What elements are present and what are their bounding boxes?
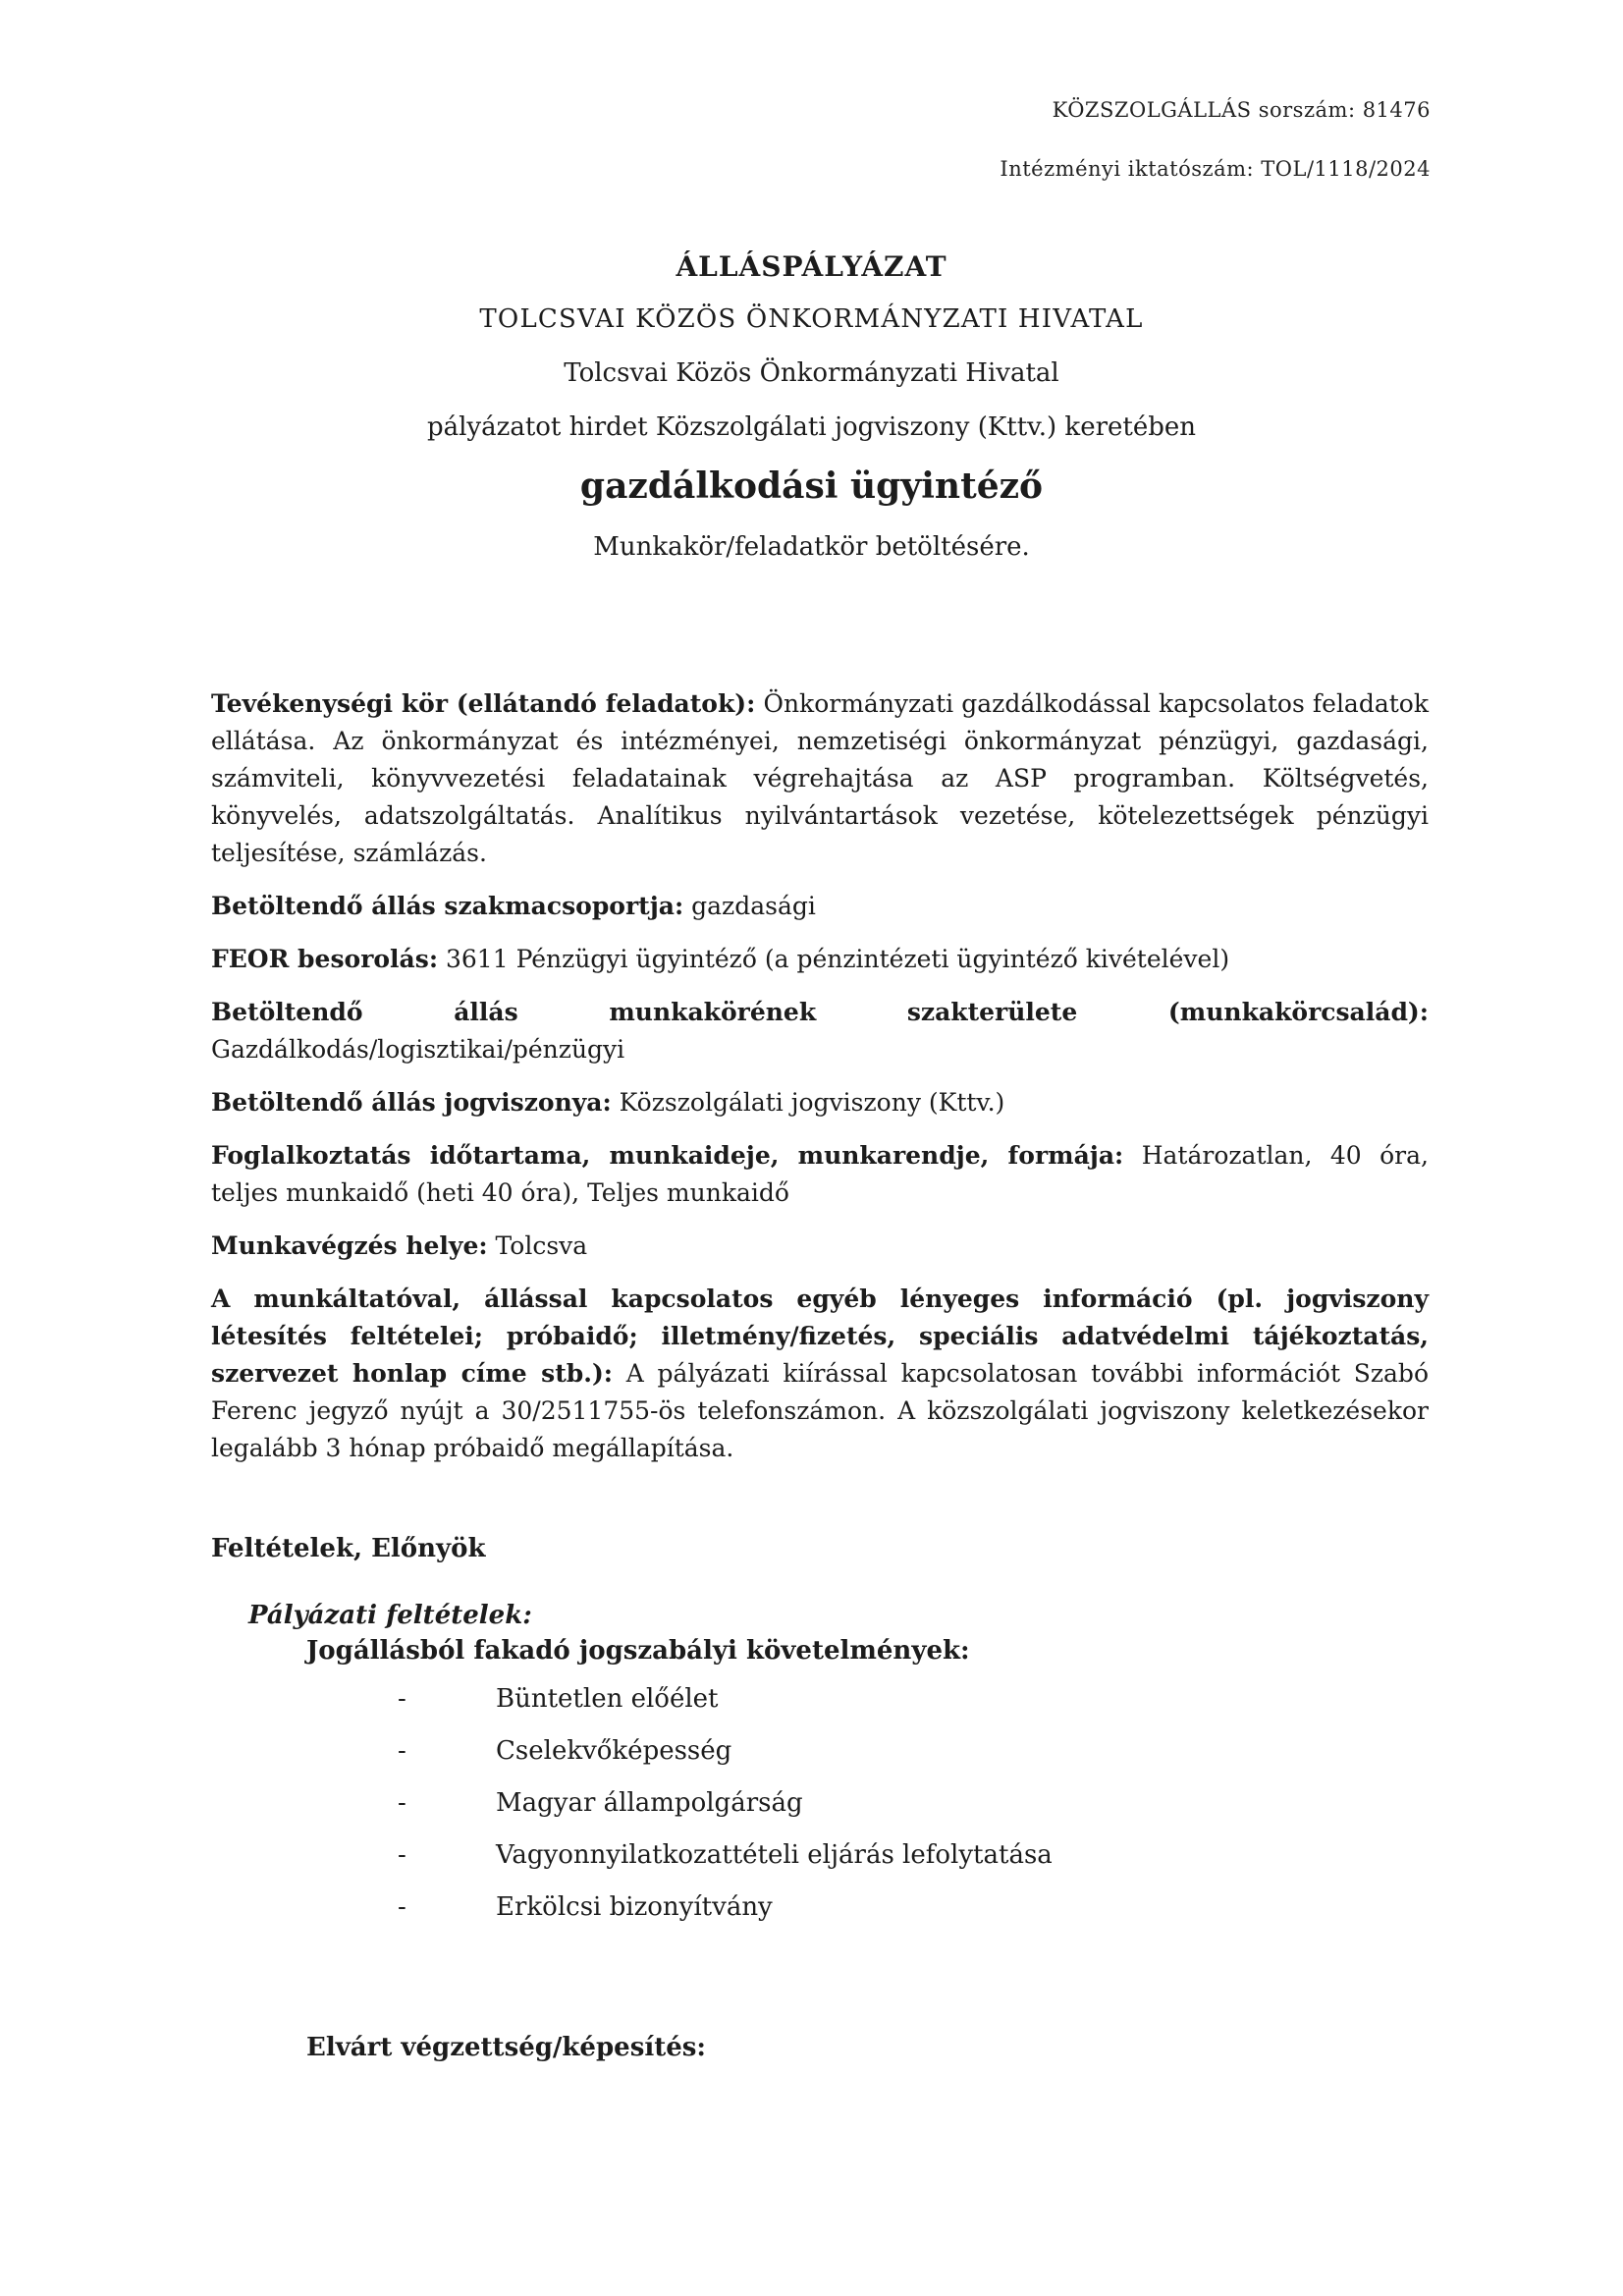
- section-employment: [211, 1137, 1429, 1212]
- section-profession-group: [211, 888, 1429, 925]
- section-job-family: [211, 994, 1429, 1068]
- section-text: Közszolgálati jogviszony (Kttv.): [611, 1088, 1005, 1117]
- fill-line: Munkakör/feladatkör betöltésére.: [593, 532, 1030, 562]
- section-workplace: [211, 1228, 1429, 1265]
- section-label: Betöltendő állás szakmacsoportja:: [211, 892, 684, 920]
- section-text: gazdasági: [683, 892, 816, 920]
- dash-marker: -: [398, 1684, 406, 1714]
- conditions-title: Feltételek, Előnyök: [211, 1534, 486, 1563]
- application-conditions-title: Pályázati feltételek:: [248, 1601, 532, 1630]
- section-label: Munkavégzés helye:: [211, 1231, 488, 1260]
- dash-marker: -: [398, 1840, 406, 1870]
- dash-marker: -: [398, 1788, 406, 1818]
- section-label: FEOR besorolás:: [211, 945, 439, 973]
- section-label: Betöltendő állás munkakörének szakterülete (munkakörcsalád):: [211, 998, 1429, 1026]
- section-text: A pályázati kiírással kapcsolatosan további információt Szabó Ferenc jegyző nyújt a 30/2511755-ös telefonszámon. A közszolgálati jogviszony keletkezésekor legalább 3 hónap próbaidő megállapítása.: [211, 1359, 1429, 1462]
- position-title: gazdálkodási ügyintéző: [579, 465, 1044, 507]
- section-legal-relation: [211, 1084, 1429, 1121]
- section-text: Tolcsva: [487, 1231, 588, 1260]
- filing-number: Intézményi iktatószám: TOL/1118/2024: [1000, 157, 1431, 181]
- document-page: KÖZSZOLGÁLLÁS sorszám: 81476 Intézményi iktatószám: TOL/1118/2024 ÁLLÁSPÁLYÁZAT TOLCSVAI KÖZÖS ÖNKORMÁNYZATI HIVATAL Tolcsvai Közös Önkormányzati Hivatal pályázatot hirdet Közszolgálati jogviszony (Kttv.) keretében gazdálkodási ügyintéző Munkakör/feladatkör betöltésére. Tevékenységi kör (ellátandó feladatok): Önkormányzati gazdálkodással kapcsolatos feladatok ellátása. Az önkormányzat és intézményei, nemzetiségi önkormányzat pénzügyi, gazdasági, számviteli, könyvvezetési feladatainak végrehajtása az ASP programban. Költségvetés, könyvelés, adatszolgáltatás. Analítikus nyilvántartások vezetése, kötelezettségek pénzügyi teljesítése, számlázás. Betöltendő állás szakmacsoportja: gazdasági FEOR besorolás: 3611 Pénzügyi ügyintéző (a pénzintézeti ügyintéző kivételével) Betöltendő állás munkakörének szakterülete (munkakörcsalád): Gazdálkodás/logisztikai/pénzügyi Betöltendő állás jogviszonya: Közszolgálati jogviszony (Kttv.) Foglalkoztatás időtartama, munkaideje, munkarendje, formája: Határozatlan, 40 óra, teljes munkaidő (heti 40 óra), Teljes munkaidő Munkavégzés helye: Tolcsva A munkáltatóval, állással kapcsolatos egyéb lényeges információ (pl. jogviszony létesítés feltételei; próbaidő; illetmény/fizetés, speciális adatvédelmi tájékoztatás, szervezet honlap címe stb.): A pályázati kiírással kapcsolatosan további információt Szabó Ferenc jegyző nyújt a 30/2511755-ös telefonszámon. A közszolgálati jogviszony keletkezésekor legalább 3 hónap próbaidő megállapítása. Feltételek, Előnyök Pályázati feltételek: Jogállásból fakadó jogszabályi követelmények: - Büntetlen előélet - Cselekvőképesség - Magyar állampolgárság - Vagyonnyilatkozattételi eljárás lefolytatása - Erkölcsi bizonyítvány Elvárt végzettség/képesítés:: [0, 0, 1623, 2296]
- section-label: Foglalkoztatás időtartama, munkaideje, munkarendje, formája:: [211, 1141, 1124, 1170]
- dash-marker: -: [398, 1892, 406, 1922]
- section-text: Önkormányzati gazdálkodással kapcsolatos feladatok ellátása. Az önkormányzat és intézményei, nemzetiségi önkormányzat pénzügyi, gazdasági, számviteli, könyvvezetési feladatainak végrehajtása az ASP programban. Költségvetés, könyvelés, adatszolgáltatás. Analítikus nyilvántartások vezetése, kötelezettségek pénzügyi teljesítése, számlázás.: [211, 689, 1429, 867]
- doc-title: ÁLLÁSPÁLYÁZAT: [676, 250, 947, 283]
- section-label: A munkáltatóval, állással kapcsolatos egyéb lényeges információ (pl. jogviszony létesítés feltételei; próbaidő; illetmény/fizetés, speciális adatvédelmi tájékoztatás, szervezet honlap címe stb.):: [211, 1285, 1429, 1388]
- section-text: Határozatlan, 40 óra, teljes munkaidő (heti 40 óra), Teljes munkaidő: [211, 1141, 1429, 1207]
- org-name: Tolcsvai Közös Önkormányzati Hivatal: [564, 358, 1059, 388]
- education-title: Elvárt végzettség/képesítés:: [306, 2033, 706, 2062]
- section-label: Betöltendő állás jogviszonya:: [211, 1088, 612, 1117]
- section-activity: [211, 685, 1429, 872]
- section-text: Gazdálkodás/logisztikai/pénzügyi: [211, 1035, 625, 1064]
- sections-body: [211, 685, 1429, 1483]
- section-feor: [211, 941, 1429, 978]
- section-label: Tevékenységi kör (ellátandó feladatok):: [211, 689, 756, 718]
- serial-number: KÖZSZOLGÁLLÁS sorszám: 81476: [1052, 98, 1431, 122]
- legal-requirements-title: Jogállásból fakadó jogszabályi követelmények:: [306, 1636, 970, 1666]
- section-text: 3611 Pénzügyi ügyintéző (a pénzintézeti ügyintéző kivételével): [438, 945, 1230, 973]
- announcement: pályázatot hirdet Közszolgálati jogviszony (Kttv.) keretében: [426, 412, 1197, 442]
- dash-marker: -: [398, 1736, 406, 1766]
- org-name-upper: TOLCSVAI KÖZÖS ÖNKORMÁNYZATI HIVATAL: [479, 304, 1144, 334]
- section-other-info: [211, 1281, 1429, 1467]
